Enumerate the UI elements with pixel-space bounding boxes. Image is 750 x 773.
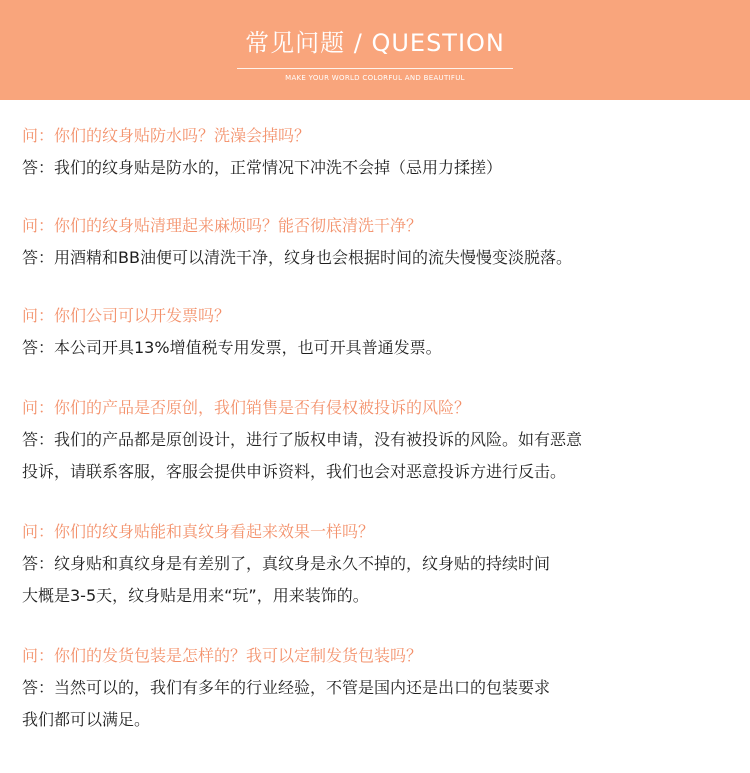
faq-question: 问：你们的发货包装是怎样的？我可以定制发货包装吗？ xyxy=(22,646,423,665)
faq-answer: 大概是3-5天，纹身贴是用来“玩”，用来装饰的。 xyxy=(22,586,369,605)
faq-answer: 答：用酒精和BB油便可以清洗干净，纹身也会根据时间的流失慢慢变淡脱落。 xyxy=(22,248,572,267)
header-divider xyxy=(237,68,513,69)
faq-answer: 我们都可以满足。 xyxy=(22,710,151,729)
faq-question: 问：你们的纹身贴清理起来麻烦吗？能否彻底清洗干净？ xyxy=(22,216,423,235)
faq-item-6 xyxy=(22,640,732,736)
faq-question: 问：你们的纹身贴能和真纹身看起来效果一样吗？ xyxy=(22,522,375,541)
page-title: 常见问题 / QUESTION xyxy=(245,29,505,57)
faq-item-5 xyxy=(22,516,732,612)
faq-answer: 答：纹身贴和真纹身是有差别了，真纹身是永久不掉的，纹身贴的持续时间 xyxy=(22,554,551,573)
faq-question: 问：你们的纹身贴防水吗？洗澡会掉吗？ xyxy=(22,126,311,145)
faq-item-1 xyxy=(22,120,732,184)
faq-item-3 xyxy=(22,300,732,364)
faq-answer: 投诉，请联系客服，客服会提供申诉资料，我们也会对恶意投诉方进行反击。 xyxy=(22,462,567,481)
faq-answer: 答：当然可以的，我们有多年的行业经验，不管是国内还是出口的包装要求 xyxy=(22,678,551,697)
faq-answer: 答：我们的纹身贴是防水的，正常情况下冲洗不会掉（忌用力揉搓） xyxy=(22,158,503,177)
faq-item-4 xyxy=(22,392,732,488)
header-subtitle: MAKE YOUR WORLD COLORFUL AND BEAUTIFUL xyxy=(285,74,465,82)
faq-answer: 答：我们的产品都是原创设计，进行了版权申请，没有被投诉的风险。如有恶意 xyxy=(22,430,583,449)
faq-question: 问：你们公司可以开发票吗？ xyxy=(22,306,231,325)
header-banner xyxy=(0,0,750,100)
faq-item-2 xyxy=(22,210,732,274)
faq-question: 问：你们的产品是否原创，我们销售是否有侵权被投诉的风险？ xyxy=(22,398,471,417)
faq-answer: 答：本公司开具13%增值税专用发票，也可开具普通发票。 xyxy=(22,338,442,357)
